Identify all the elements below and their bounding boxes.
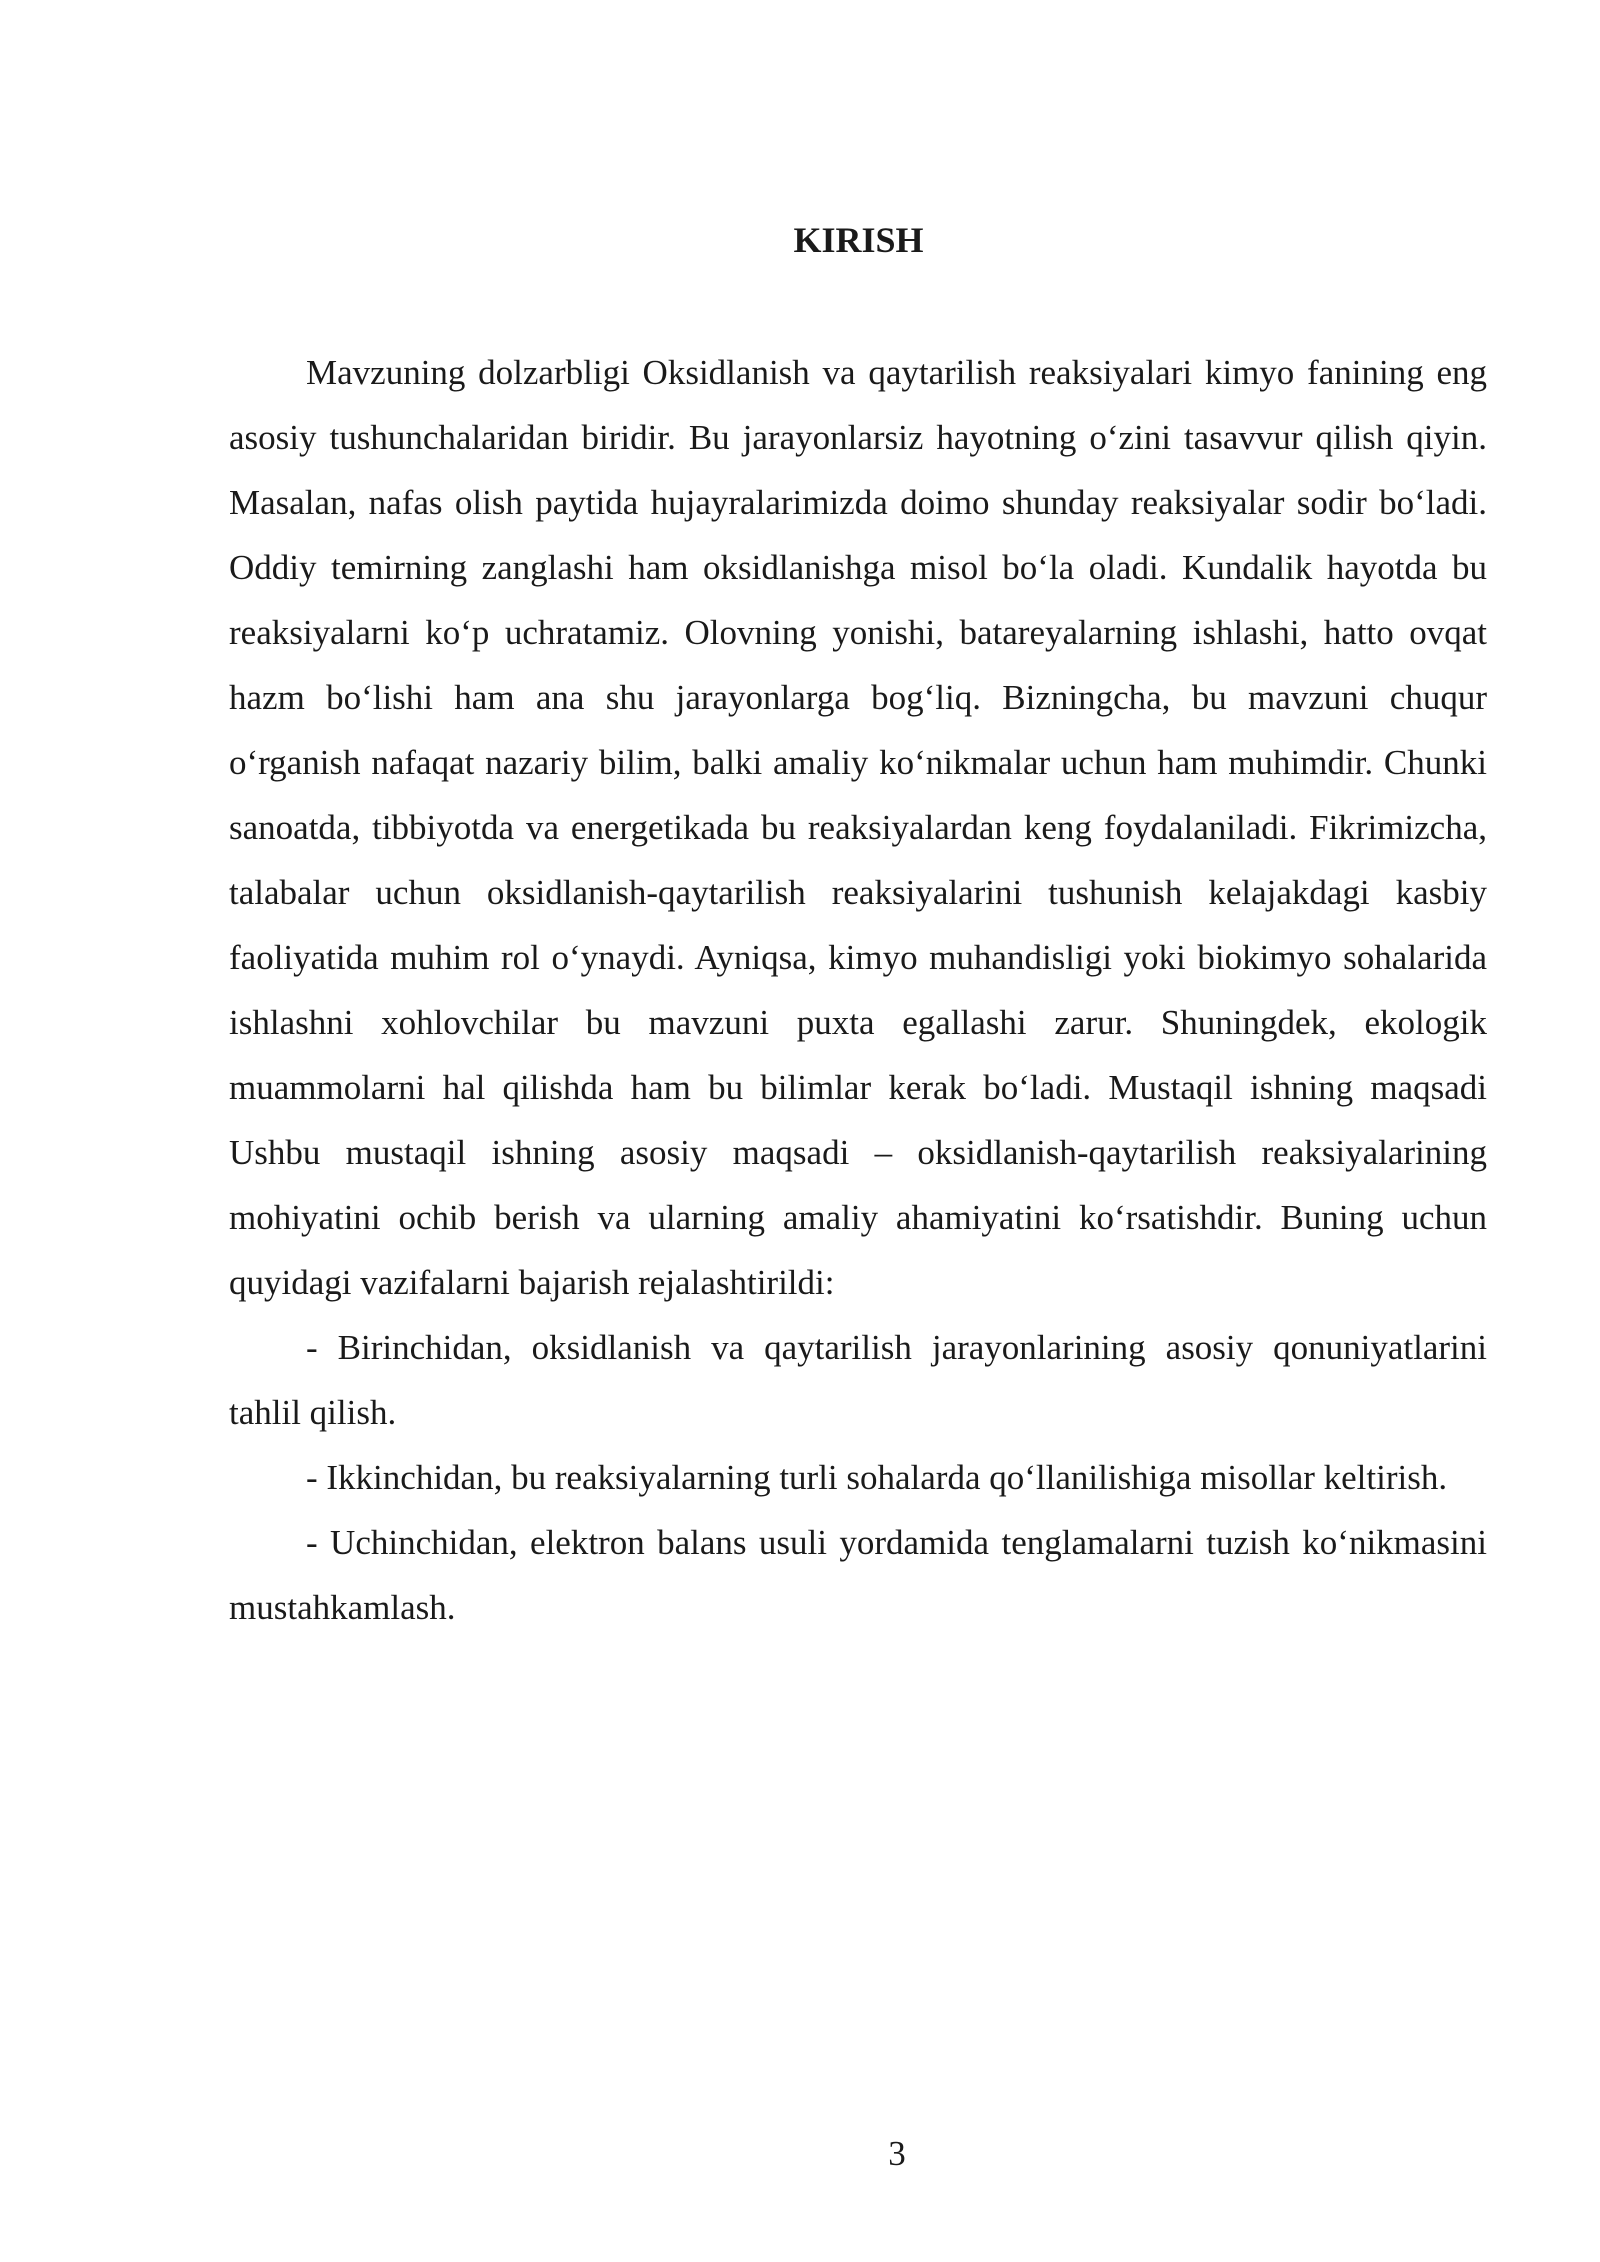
intro-paragraph: Mavzuning dolzarbligi Oksidlanish va qaytarilish reaksiyalari kimyo fanining eng asosiy tushunchalaridan biridir. Bu jarayonlarsiz hayotning o‘zini tasavvur qilish qiyin. Masalan, nafas olish paytida hujayralarimizda doimo shunday reaksiyalar sodir bo‘ladi. Oddiy temirning zanglashi ham oksidlanishga misol bo‘la oladi. Kundalik hayotda bu reaksiyalarni ko‘p uchratamiz. Olovning yonishi, batareyalarning ishlashi, hatto ovqat hazm bo‘lishi ham ana shu jarayonlarga bog‘liq. Bizningcha, bu mavzuni chuqur o‘rganish nafaqat nazariy bilim, balki amaliy ko‘nikmalar uchun ham muhimdir. Chunki sanoatda, tibbiyotda va energetikada bu reaksiyalardan keng foydalaniladi. Fikrimizcha, talabalar uchun oksidlanish-qaytarilish reaksiyalarini tushunish kelajakdagi kasbiy faoliyatida muhim rol o‘ynaydi. Ayniqsa, kimyo muhandisligi yoki biokimyo sohalarida ishlashni xohlovchilar bu mavzuni puxta egallashi zarur. Shuningdek, ekologik muammolarni hal qilishda ham bu bilimlar kerak bo‘ladi. Mustaqil ishning maqsadi Ushbu mustaqil ishning asosiy maqsadi – oksidlanish-qaytarilish reaksiyalarining mohiyatini ochib berish va ularning amaliy ahamiyatini ko‘rsatishdir. Buning uchun quyidagi vazifalarni bajarish rejalashtirildi: [229, 353, 1487, 1302]
body-text [229, 340, 1487, 1640]
task-item-2: - Ikkinchidan, bu reaksiyalarning turli sohalarda qo‘llanilishiga misollar keltirish. [306, 1458, 1448, 1497]
task-item-1: - Birinchidan, oksidlanish va qaytarilish jarayonlarining asosiy qonuniyatlarini tahlil qilish. [229, 1328, 1487, 1432]
task-item-3: - Uchinchidan, elektron balans usuli yordamida tenglamalarni tuzish ko‘nikmasini mustahkamlash. [229, 1523, 1487, 1627]
page-title: KIRISH [793, 220, 924, 260]
page-number: 3 [888, 2134, 906, 2173]
